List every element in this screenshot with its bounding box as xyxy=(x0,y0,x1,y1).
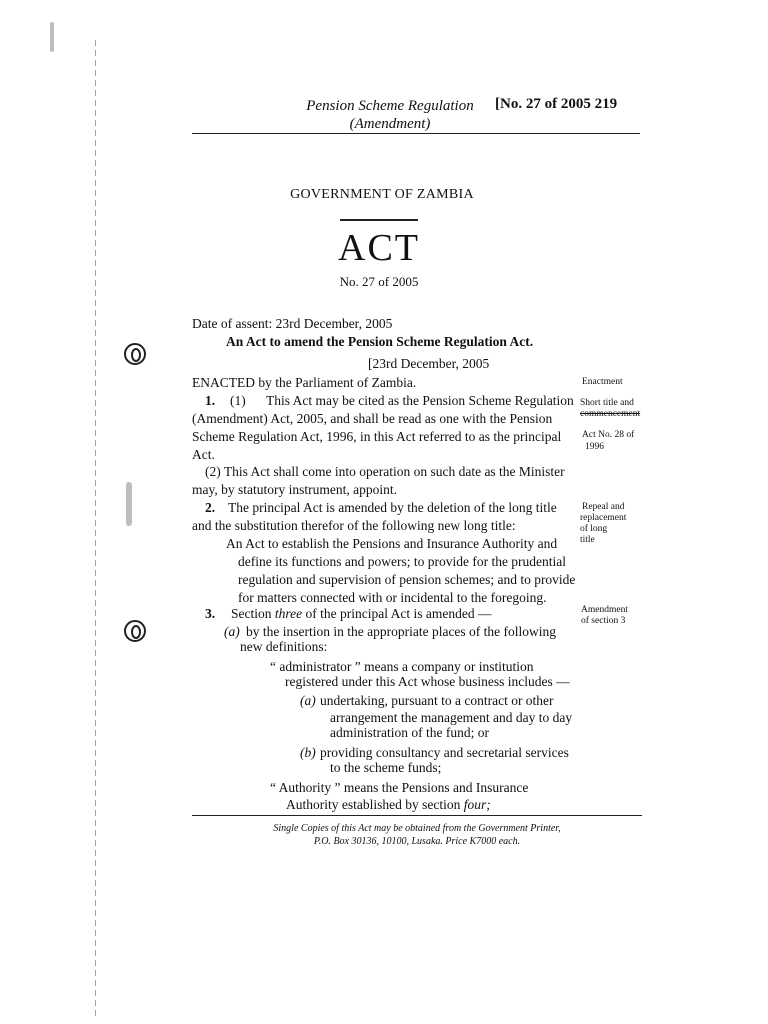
margin-note-repeal: title xyxy=(580,535,595,545)
footer-rule xyxy=(192,815,642,816)
punch-hole-icon xyxy=(124,620,146,642)
def-sub-a-line: administration of the fund; or xyxy=(330,725,489,740)
section-1-2-line: may, by statutory instrument, appoint. xyxy=(192,482,397,497)
section-2-line: and the substitution therefor of the following new long title: xyxy=(192,518,516,533)
header-rule xyxy=(192,133,640,134)
definition-administrator: “ administrator ” means a company or institution xyxy=(270,659,534,674)
footer-note xyxy=(192,822,642,848)
running-header-title xyxy=(300,97,480,133)
def-sub-b-line: providing consultancy and secretarial services xyxy=(320,745,569,760)
margin-note-enactment: Enactment xyxy=(582,377,623,387)
para-a-line: by the insertion in the appropriate places of the following xyxy=(246,624,557,639)
def-sub-b-mark: (b) xyxy=(300,745,316,760)
def2-italic: four; xyxy=(463,797,491,812)
page-edge-line xyxy=(95,40,96,1020)
scan-mark xyxy=(50,22,54,52)
commencement-date: [23rd December, 2005 xyxy=(368,356,490,371)
header-title-line2: (Amendment) xyxy=(349,116,431,132)
assent-date: Date of assent: 23rd December, 2005 xyxy=(192,316,393,331)
margin-note-repeal: Repeal and xyxy=(582,502,625,512)
new-long-title-line: An Act to establish the Pensions and Insurance Authority and xyxy=(226,536,558,551)
section-1-sub: (1) xyxy=(230,393,246,408)
new-long-title-line: regulation and supervision of pension schemes; and to provide xyxy=(238,572,576,587)
section-3-three: three xyxy=(274,606,303,621)
section-1-line: This Act may be cited as the Pension Scheme Regulation xyxy=(266,393,574,408)
running-header-act-ref: [No. 27 of 2005 219 xyxy=(495,96,618,112)
scan-mark xyxy=(126,482,132,526)
section-1-line: Scheme Regulation Act, 1996, in this Act referred to as the principal xyxy=(192,429,562,444)
margin-note-act-no: Act No. 28 of xyxy=(582,430,635,440)
definition-administrator-cont: registered under this Act whose business includes — xyxy=(285,674,570,689)
margin-note-act-year: 1996 xyxy=(585,442,604,452)
section-3-number: 3. xyxy=(205,606,216,621)
para-a-line: new definitions: xyxy=(240,639,328,654)
definition-authority: “ Authority ” means the Pensions and Insurance xyxy=(270,780,529,795)
section-3-line xyxy=(231,605,491,623)
act-rule xyxy=(340,219,418,221)
act-title: ACT xyxy=(338,227,420,269)
enacting-formula: ENACTED by the Parliament of Zambia. xyxy=(192,375,417,390)
def-sub-a-line: undertaking, pursuant to a contract or other xyxy=(320,693,554,708)
section-3-pre: Section xyxy=(231,606,272,621)
margin-note-repeal: replacement xyxy=(580,513,627,523)
long-title: An Act to amend the Pension Scheme Regulation Act. xyxy=(226,334,534,349)
header-title-line1: Pension Scheme Regulation xyxy=(306,98,474,114)
definition-authority-cont xyxy=(286,796,491,814)
footer-line: Single Copies of this Act may be obtained from the Government Printer, xyxy=(273,823,561,834)
margin-note-short-title: Short title and xyxy=(580,398,634,408)
margin-note-repeal: of long xyxy=(580,524,608,534)
section-1-line: Act. xyxy=(192,447,215,462)
def-sub-b-line: to the scheme funds; xyxy=(330,760,442,775)
section-3-post: of the principal Act is amended — xyxy=(305,606,492,621)
def-sub-a-mark: (a) xyxy=(300,693,316,708)
act-number: No. 27 of 2005 xyxy=(339,274,419,289)
para-a-mark: (a) xyxy=(224,624,240,639)
new-long-title-line: define its functions and powers; to provide for the prudential xyxy=(238,554,567,569)
punch-hole-icon xyxy=(124,343,146,365)
section-2-number: 2. xyxy=(205,500,216,515)
section-2-line: The principal Act is amended by the deletion of the long title xyxy=(228,500,557,515)
new-long-title-line: for matters connected with or incidental to the foregoing. xyxy=(238,590,547,605)
scan-noise-top xyxy=(0,0,768,44)
def-sub-a-line: arrangement the management and day to day xyxy=(330,710,573,725)
margin-note-commencement: commencement xyxy=(580,409,641,419)
margin-note-amendment: of section 3 xyxy=(581,616,626,626)
def2-pre: Authority established by section xyxy=(286,797,461,812)
footer-line: P.O. Box 30136, 10100, Lusaka. Price K7000 each. xyxy=(313,836,521,847)
section-1-line: (Amendment) Act, 2005, and shall be read as one with the Pension xyxy=(192,411,553,426)
government-heading: GOVERNMENT OF ZAMBIA xyxy=(290,187,474,202)
section-1-number: 1. xyxy=(205,393,216,408)
section-1-2-line: (2) This Act shall come into operation on such date as the Minister xyxy=(205,464,565,479)
margin-note-amendment: Amendment xyxy=(581,605,628,615)
